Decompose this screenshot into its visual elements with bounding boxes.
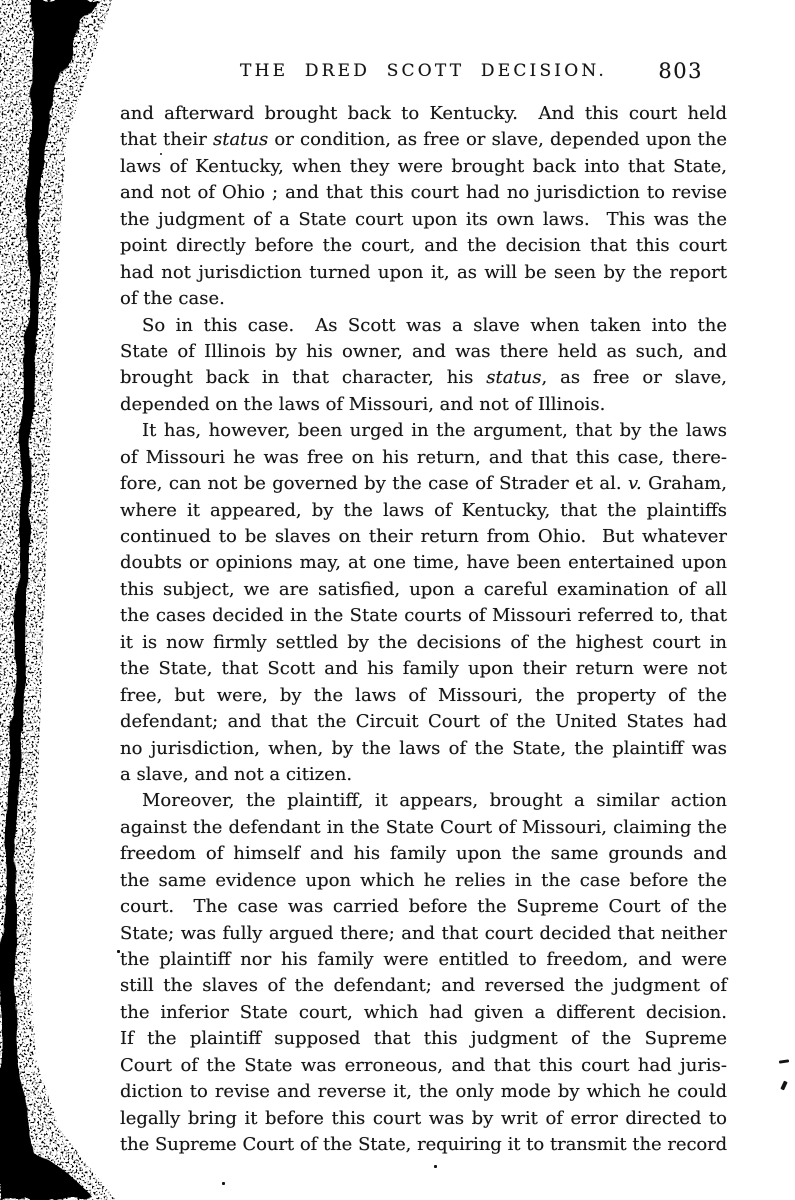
text-line: that their status or condition, as free or slave, depended upon the bbox=[120, 129, 728, 151]
text-line: legally bring it before this court was by writ of error directed to bbox=[120, 1107, 727, 1129]
text-line: the same evidence upon which he relies in the case before the bbox=[120, 869, 727, 891]
text-line: If the plaintiff supposed that this judgment of the Supreme bbox=[120, 1028, 727, 1050]
text-line: depended on the laws of Missouri, and not of Illinois. bbox=[120, 393, 606, 415]
text-line: brought back in that character, his status, as free or slave, bbox=[120, 367, 728, 389]
paragraph bbox=[120, 788, 727, 1158]
paragraph bbox=[120, 101, 727, 313]
italic-term: status bbox=[486, 367, 542, 389]
text-line: diction to revise and reverse it, the only mode by which he could bbox=[120, 1081, 727, 1103]
ink-speck bbox=[434, 1165, 437, 1168]
gutter-shadow-artifact bbox=[0, 0, 140, 1200]
text-line: and not of Ohio ; and that this court had no jurisdiction to revise bbox=[120, 182, 727, 204]
text-line: laws of Kentucky, when they were brought back into that State, bbox=[120, 155, 727, 177]
ink-speck bbox=[780, 1081, 787, 1091]
text-line: this subject, we are satisfied, upon a careful examination of all bbox=[120, 578, 727, 600]
gutter-core bbox=[0, 0, 98, 1200]
text-line: fore, can not be governed by the case of Strader et al. v. Graham, bbox=[120, 473, 727, 495]
text-line: continued to be slaves on their return from Ohio. But whatever bbox=[120, 526, 727, 547]
text-line: the inferior State court, which had given a different decision. bbox=[120, 1001, 727, 1023]
text-line: no jurisdiction, when, by the laws of the State, the plaintiff was bbox=[120, 737, 727, 759]
text-line: the cases decided in the State courts of Missouri referred to, that bbox=[120, 605, 727, 627]
text-line: and afterward brought back to Kentucky. And this court held bbox=[120, 103, 727, 124]
text-line: defendant; and that the Circuit Court of the United States had bbox=[120, 711, 727, 733]
text-line: a slave, and not a citizen. bbox=[120, 763, 353, 785]
text-line: So in this case. As Scott was a slave when taken into the bbox=[142, 314, 727, 336]
ink-speck bbox=[779, 1059, 789, 1063]
italic-term: v. bbox=[628, 473, 642, 495]
text-line: point directly before the court, and the decision that this court bbox=[120, 235, 727, 257]
text-line: It has, however, been urged in the argument, that by the laws bbox=[142, 420, 727, 442]
gutter-speckle-field bbox=[0, 0, 116, 1200]
page-header bbox=[120, 61, 727, 91]
text-line: the Supreme Court of the State, requiring it to transmit the record bbox=[120, 1134, 727, 1156]
text-line: still the slaves of the defendant; and reversed the judgment of bbox=[120, 975, 727, 997]
text-line: of the case. bbox=[120, 288, 225, 310]
text-line: court. The case was carried before the Supreme Court of the bbox=[120, 896, 727, 918]
text-line: State of Illinois by his owner, and was there held as such, and bbox=[120, 340, 727, 362]
text-line: against the defendant in the State Court of Missouri, claiming the bbox=[120, 816, 727, 838]
gutter-bottom-blob bbox=[0, 1146, 95, 1200]
text-line: free, but were, by the laws of Missouri, the property of the bbox=[120, 684, 727, 706]
ink-speck bbox=[160, 153, 162, 155]
paragraph bbox=[120, 313, 727, 419]
text-line: it is now firmly settled by the decisions of the highest court in bbox=[120, 631, 727, 653]
text-line: where it appeared, by the laws of Kentucky, that the plaintiffs bbox=[120, 499, 727, 521]
text-line: freedom of himself and his family upon the same grounds and bbox=[120, 843, 727, 865]
page-number: 803 bbox=[658, 59, 703, 83]
text-line: had not jurisdiction turned upon it, as will be seen by the report bbox=[120, 261, 727, 283]
text-line: the State, that Scott and his family upon their return were not bbox=[120, 658, 727, 680]
text-line: Moreover, the plaintiff, it appears, brought a similar action bbox=[142, 790, 727, 812]
text-line: Court of the State was erroneous, and that this court had juris- bbox=[120, 1054, 727, 1076]
text-block bbox=[120, 101, 727, 1159]
text-line: doubts or opinions may, at one time, have been entertained upon bbox=[120, 552, 727, 574]
text-line: of Missouri he was free on his return, and that this case, there- bbox=[120, 446, 727, 468]
running-title: THE DRED SCOTT DECISION. bbox=[240, 61, 607, 81]
paragraph bbox=[120, 418, 727, 788]
text-line: the plaintiff nor his family were entitled to freedom, and were bbox=[120, 949, 727, 970]
italic-term: status bbox=[212, 129, 269, 151]
ink-speck bbox=[222, 1182, 225, 1185]
text-line: the judgment of a State court upon its own laws. This was the bbox=[120, 208, 727, 230]
ink-speck bbox=[117, 950, 120, 953]
text-line: State; was fully argued there; and that court decided that neither bbox=[120, 922, 727, 944]
